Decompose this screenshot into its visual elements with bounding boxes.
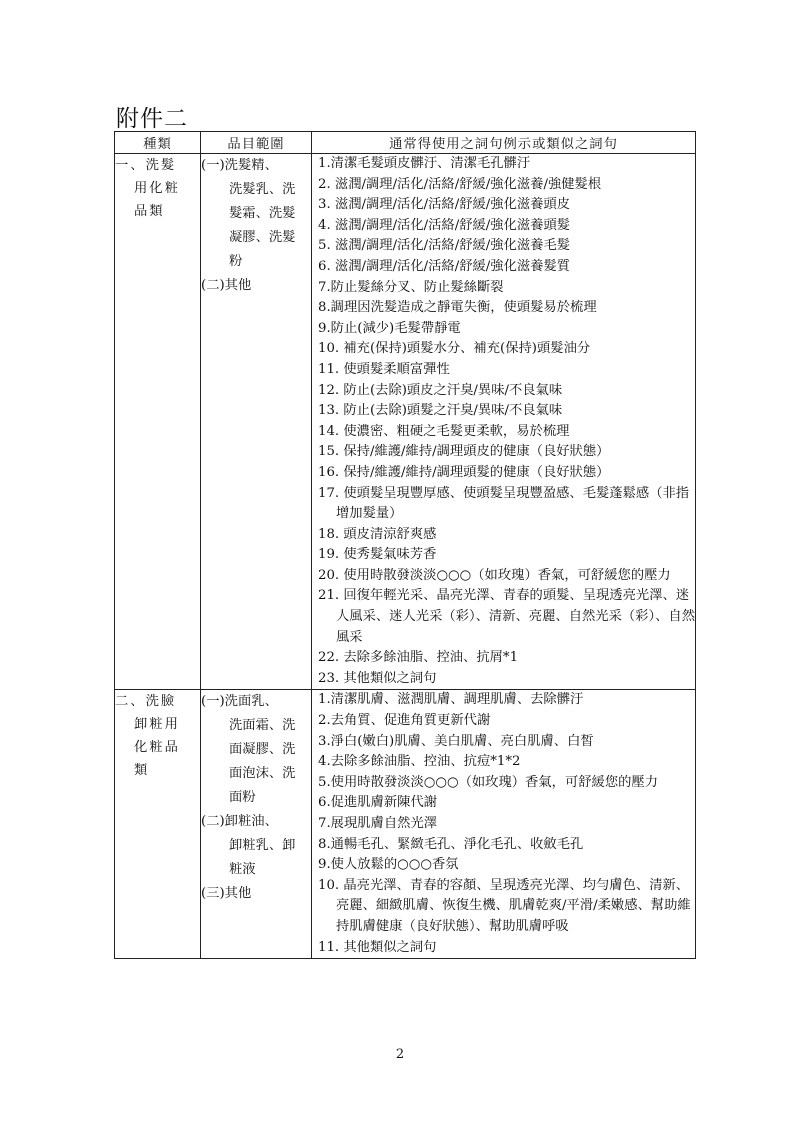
list-item: 10. 補充(保持)頭髮水分、補充(保持)頭髮油分 [318, 341, 591, 357]
list-item: 3.淨白(嫩白)肌膚、美白肌膚、亮白肌膚、白皙 [318, 733, 594, 749]
scope-line: (二)其他 [201, 278, 252, 293]
list-item: 5. 滋潤/調理/活化/活絡/舒緩/強化滋養毛髮 [318, 238, 571, 254]
list-item: 11. 使頭髮柔順富彈性 [318, 361, 450, 377]
list-item: 19. 使秀髮氣味芳香 [318, 547, 437, 563]
list-item: 7.展現肌膚自然光澤 [318, 816, 438, 831]
table-header-row [115, 132, 696, 154]
scope-line: (三)其他 [201, 886, 252, 902]
list-item: 16. 保持/維護/維持/調理頭髮的健康（良好狀態） [318, 464, 610, 480]
wording-list [312, 154, 695, 689]
scope-line: 粉 [229, 254, 243, 269]
scope-cell [201, 154, 312, 690]
header-wording: 通常得使用之詞句例示或類似之詞句 [312, 132, 696, 154]
list-item: 22. 去除多餘油脂、控油、抗屑*1 [318, 650, 519, 666]
list-item: 10. 晶亮光澤、青春的容顏、呈現透亮光澤、均勻膚色、清新、亮麗、細緻肌膚、恢復生機、肌膚乾爽/平滑/柔嫩感、幫助維持肌膚健康（良好狀態）、幫助肌膚呼吸 [318, 877, 691, 934]
list-item: 13. 防止(去除)頭髮之汗臭/異味/不良氣味 [318, 403, 563, 419]
list-item: 14. 使濃密、粗硬之毛髮更柔軟，易於梳理 [318, 423, 570, 439]
cosmetics-wording-table [114, 131, 696, 959]
wording-cell [312, 154, 696, 690]
scope-line: (二)卸粧油、 [201, 814, 278, 830]
header-type: 種類 [115, 132, 201, 154]
page-number: 2 [395, 1047, 405, 1062]
category-line: 卸粧用 [134, 717, 180, 733]
list-item: 15. 保持/維護/維持/調理頭皮的健康（良好狀態） [318, 444, 610, 460]
list-item: 9.使人放鬆的○○○香氛 [318, 857, 459, 873]
list-item: 20. 使用時散發淡淡○○○（如玫瑰）香氣，可舒緩您的壓力 [318, 567, 671, 583]
list-item: 7.防止髮絲分叉、防止髮絲斷裂 [318, 279, 504, 295]
list-item: 6. 滋潤/調理/活化/活絡/舒緩/強化滋養髮質 [318, 258, 571, 274]
list-item: 1.清潔肌膚、滋潤肌膚、調理肌膚、去除髒汙 [318, 692, 584, 708]
scope-line: 面泡沫、洗 [229, 766, 296, 782]
list-item: 8.通暢毛孔、緊緻毛孔、淨化毛孔、收斂毛孔 [318, 836, 584, 852]
category-line: 一、洗髮 [115, 158, 177, 173]
page-title: 附件二 [116, 106, 188, 132]
scope-line: 髮霜、洗髮 [229, 206, 296, 221]
category-line: 類 [134, 763, 150, 779]
list-item: 23. 其他類似之詞句 [318, 670, 437, 686]
list-item: 2. 滋潤/調理/活化/活絡/舒緩/強化滋養/強健髮根 [318, 176, 602, 192]
header-scope: 品目範圍 [201, 132, 312, 154]
list-item: 18. 頭皮清涼舒爽感 [318, 526, 437, 542]
scope-line: 粧液 [229, 862, 256, 878]
list-item: 4. 滋潤/調理/活化/活絡/舒緩/強化滋養頭髮 [318, 217, 571, 233]
category-line: 化粧品 [134, 740, 180, 756]
table-row-cleanser [115, 690, 696, 959]
list-item: 17. 使頭髮呈現豐厚感、使頭髮呈現豐盈感、毛髮蓬鬆感（非指增加髮量） [318, 485, 690, 522]
table-row-shampoo [115, 154, 696, 690]
scope-line: 洗面霜、洗 [229, 718, 296, 734]
list-item: 11. 其他類似之詞句 [318, 939, 437, 955]
list-item: 1.清潔毛髮頭皮髒汙、清潔毛孔髒汙 [318, 156, 531, 171]
list-item: 12. 防止(去除)頭皮之汗臭/異味/不良氣味 [318, 382, 563, 398]
scope-line: 洗髮乳、洗 [229, 182, 296, 197]
list-item: 5.使用時散發淡淡○○○（如玫瑰）香氣，可舒緩您的壓力 [318, 774, 659, 790]
list-item: 3. 滋潤/調理/活化/活絡/舒緩/強化滋養頭皮 [318, 197, 571, 213]
scope-line: 面凝膠、洗 [229, 742, 296, 758]
scope-line: 凝膠、洗髮 [229, 230, 296, 245]
category-line: 用化粧 [134, 181, 180, 196]
scope-line: (一)洗面乳、 [201, 694, 278, 710]
list-item: 8.調理因洗髮造成之靜電失衡，使頭髮易於梳理 [318, 300, 597, 316]
category-cell [115, 154, 201, 690]
wording-cell [312, 690, 696, 959]
list-item: 21. 回復年輕光采、晶亮光澤、青春的頭髮、呈現透亮光澤、迷人風采、迷人光采（彩）、清新、亮麗、自然光采（彩）、自然風采 [318, 588, 696, 645]
list-item: 4.去除多餘油脂、控油、抗痘*1*2 [318, 754, 521, 770]
list-item: 9.防止(減少)毛髮帶靜電 [318, 320, 461, 336]
category-line: 品類 [134, 204, 165, 219]
category-line: 二、洗臉 [115, 694, 177, 710]
list-item: 6.促進肌膚新陳代謝 [318, 795, 438, 811]
wording-list [312, 690, 695, 958]
scope-cell [201, 690, 312, 959]
scope-line: 卸粧乳、卸 [229, 838, 296, 854]
scope-line: (一)洗髮精、 [201, 158, 278, 173]
scope-line: 面粉 [229, 790, 256, 806]
list-item: 2.去角質、促進角質更新代謝 [318, 713, 491, 729]
category-cell [115, 690, 201, 959]
